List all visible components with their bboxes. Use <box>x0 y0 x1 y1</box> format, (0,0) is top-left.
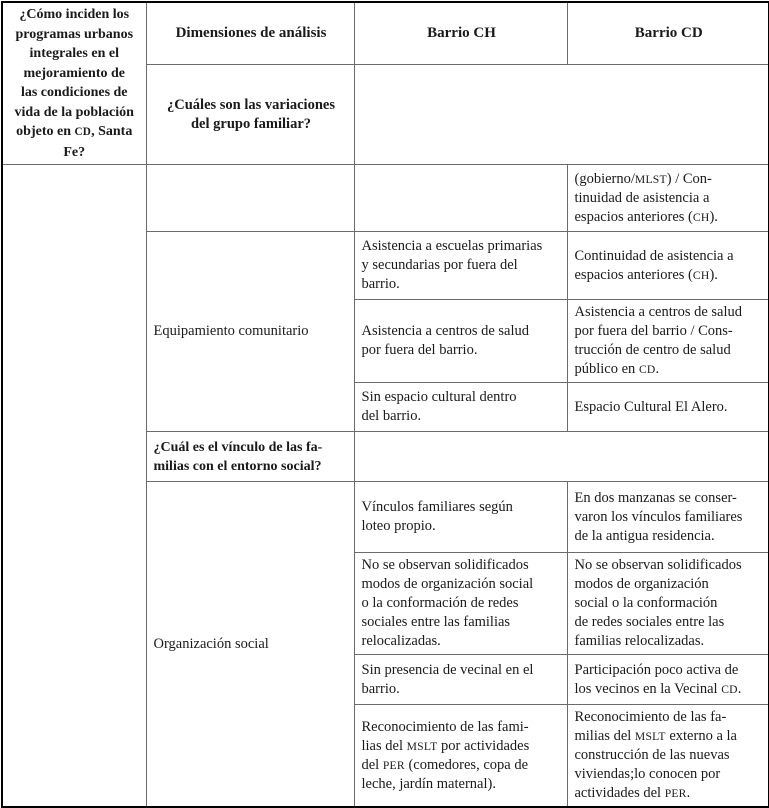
equipamiento-cd-health-cell: Asistencia a centros de salud por fuera del barrio / Cons- trucción de centro de salud público en CD. <box>567 300 769 383</box>
comparison-table <box>1 1 769 808</box>
research-question-cell: ¿Cómo inciden los programas urbanos integrales en el mejoramiento de las condiciones de vida de la población objeto en CD, Santa Fe? <box>2 2 146 165</box>
empty-merged-cell-variations <box>354 65 769 165</box>
equipamiento-ch-health-cell: Asistencia a centros de salud por fuera del barrio. <box>354 300 567 383</box>
dimension-equipamiento-cell: Equipamiento comunitario <box>146 232 354 432</box>
continuation-ch-cell <box>354 165 567 232</box>
equipamiento-cd-culture-cell: Espacio Cultural El Alero. <box>567 383 769 432</box>
dimension-organizacion-cell: Organización social <box>146 482 354 808</box>
table-row <box>2 165 769 232</box>
subquestion-vinculo-cell: ¿Cuál es el vínculo de las fa- milias con el entorno social? <box>146 432 354 482</box>
empty-merged-cell-vinculo <box>354 432 769 482</box>
empty-dimension-cell <box>146 165 354 232</box>
barrio-ch-header: Barrio CH <box>354 2 567 65</box>
equipamiento-ch-culture-cell: Sin espacio cultural dentro del barrio. <box>354 383 567 432</box>
barrio-cd-header: Barrio CD <box>567 2 769 65</box>
continuation-cd-cell: (gobierno/MLST) / Con- tinuidad de asistencia a espacios anteriores (CH). <box>567 165 769 232</box>
organizacion-ch-redes-cell: No se observan solidificados modos de organización social o la conformación de redes sociales entre las familias relocalizadas. <box>354 553 567 655</box>
equipamiento-cd-schools-cell: Continuidad de asistencia a espacios anteriores (CH). <box>567 232 769 300</box>
organizacion-cd-reconocimiento-cell: Reconocimiento de las fa- milias del MSLT externo a la construcción de las nuevas viviendas;lo conocen por actividades del PER. <box>567 705 769 808</box>
left-empty-cell <box>2 165 146 808</box>
dimensions-header: Dimensiones de análisis <box>146 2 354 65</box>
organizacion-ch-vecinal-cell: Sin presencia de vecinal en el barrio. <box>354 655 567 705</box>
organizacion-cd-vecinal-cell: Participación poco activa de los vecinos en la Vecinal CD. <box>567 655 769 705</box>
equipamiento-ch-schools-cell: Asistencia a escuelas primarias y secundarias por fuera del barrio. <box>354 232 567 300</box>
table-row <box>2 2 769 65</box>
organizacion-cd-vinculos-cell: En dos manzanas se conser- varon los vínculos familiares de la antigua residencia. <box>567 482 769 553</box>
subquestion-variations-cell: ¿Cuáles son las variaciones del grupo familiar? <box>146 65 354 165</box>
organizacion-ch-reconocimiento-cell: Reconocimiento de las fami- lias del MSLT por actividades del PER (comedores, copa de leche, jardín maternal). <box>354 705 567 808</box>
organizacion-cd-redes-cell: No se observan solidificados modos de organización social o la conformación de redes sociales entre las familias relocalizadas. <box>567 553 769 655</box>
organizacion-ch-vinculos-cell: Vínculos familiares según loteo propio. <box>354 482 567 553</box>
